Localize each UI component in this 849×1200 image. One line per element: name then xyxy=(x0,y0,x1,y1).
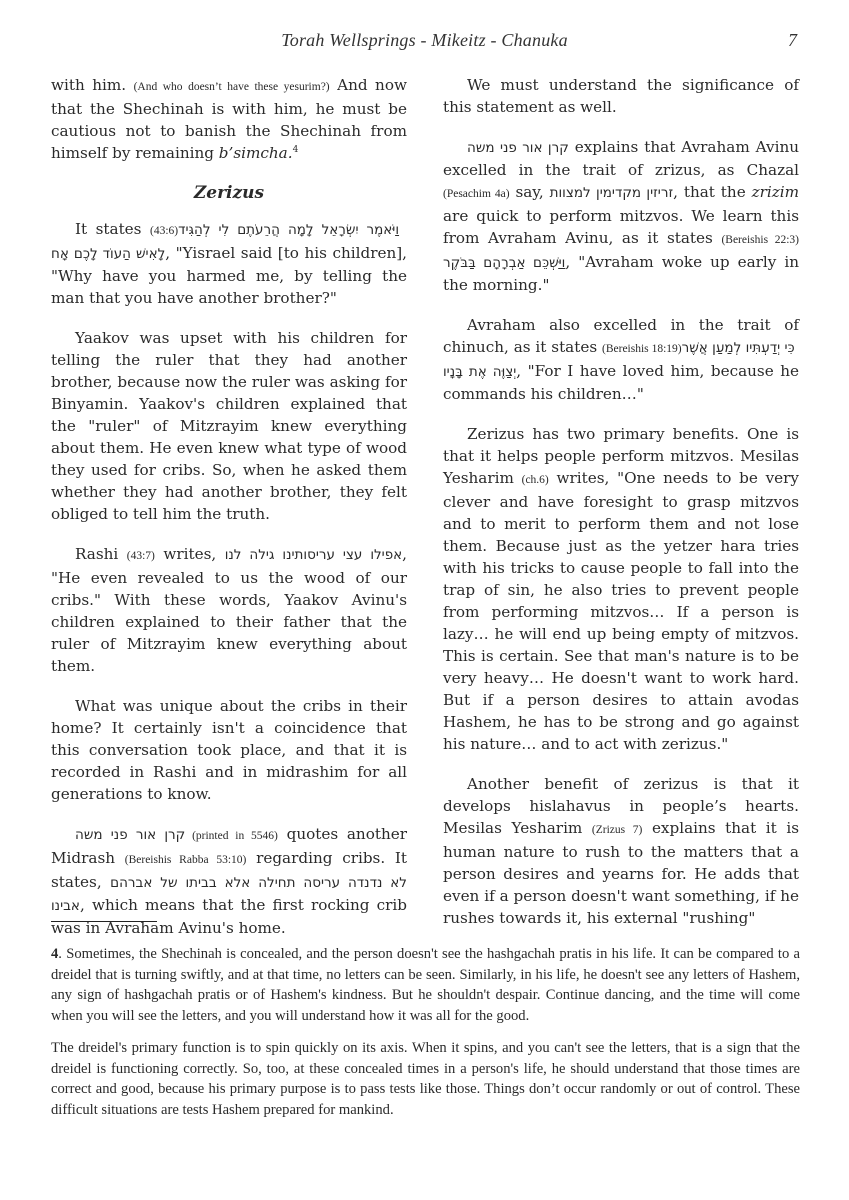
section-heading: Zerizus xyxy=(193,183,265,203)
paragraph xyxy=(51,218,407,309)
footnote-text: . Sometimes, the Shechinah is concealed, and the person doesn't see the hashgachah pratis in his life. It can be compared to a dreidel that is turning swiftly, and at that time, no letters can be seen. Similarly, in his life, he doesn't see any letters of Hashem, any sign of hashgachah pratis or of Hashem's kindness. But he shouldn't despair. Continue dancing, and the time will come when you will see the letters, and you will understand how it was all for the good. xyxy=(51,946,800,1024)
source-citation: (43:7) xyxy=(126,550,155,562)
hebrew-source-name: קרן אור פני משה xyxy=(75,827,186,843)
right-column xyxy=(443,74,799,947)
footnote-reference[interactable]: 4 xyxy=(292,144,299,155)
hebrew-quote: וַיֹּאמֶר יִשְׂרָאֵל לָמָה הֲרֵעֹתֶם לִי לְהַגִּיד לָאִישׁ הַעוֹד לָכֶם אָח xyxy=(51,222,407,262)
running-header xyxy=(0,30,849,60)
italic-term: zrizim xyxy=(751,183,799,201)
paragraph: Yaakov was upset with his children for telling the ruler that they had another brother, because now the ruler was asking for Binyamin. Yaakov's children explained that the "ruler" of Mitzrayim knew everything about them. He even knew what type of wood they used for cribs. So, when he asked them whether they had another brother, they felt obliged to tell him the truth. xyxy=(51,329,407,523)
footnote-number: 4 xyxy=(51,946,59,962)
running-header-title: Torah Wellsprings - Mikeitz - Chanuka xyxy=(281,30,568,50)
hebrew-source-name: קרן אור פני משה xyxy=(467,140,569,156)
hebrew-quote: אפילו עצי עריסותינו גילה לנו xyxy=(224,547,403,563)
footnote xyxy=(51,944,800,1026)
text: are quick to perform mitzvos. We learn this from Avraham Avinu, as it states xyxy=(443,207,799,247)
footnotes xyxy=(51,944,800,1132)
text: explains that it is human nature to rush to the matters that a person desires and yearns for. He adds that even if a person doesn't want something, if he rushes towards it, his external "rushing" xyxy=(443,819,799,927)
text: quotes another Midrash xyxy=(51,825,407,867)
text: Rashi xyxy=(75,545,127,563)
paragraph xyxy=(443,136,799,296)
source-citation: (Bereishis 18:19) xyxy=(602,343,682,355)
hebrew-quote: כִּי יְדַעְתִּיו לְמַעַן אֲשֶׁר יְצַוֶּה אֶת בָּנָיו xyxy=(443,340,800,380)
text: regarding cribs. It states, xyxy=(51,849,407,891)
text: It states xyxy=(75,220,150,238)
text: , which means that the first rocking crib was in Avraham Avinu's home. xyxy=(51,896,407,937)
source-citation: (Zrizus 7) xyxy=(591,824,643,836)
text: writes, "One needs to be very clever and have foresight to grasp mitzvos and to merit to perform them and not lose them. Because just as the yetzer hara tries with his tricks to cause people to fall into the trap of sin, he also tries to prevent people from performing mitzvos… If a person is lazy… he will end up being empty of mitzvos. This is certain. See that man's nature is to be very heavy… He doesn't want to work hard. But if a person desires to attain avodas Hashem, he has to be strong and go against his nature… and to act with zerizus." xyxy=(443,469,800,753)
text: say, xyxy=(509,183,550,201)
hebrew-quote: וַיַּשְׁכֵּם אַבְרָהָם בַּבֹּקֶר xyxy=(443,255,566,271)
text: , that the xyxy=(673,183,752,201)
source-citation: (printed in 5546) xyxy=(185,830,278,842)
text: writes, xyxy=(154,545,225,563)
hebrew-quote: לא נדנדה עריסה תחילה אלא בביתו של אברהם אבינו xyxy=(51,875,407,914)
italic-term: b’simcha. xyxy=(218,144,293,162)
paragraph xyxy=(443,314,799,405)
source-citation: (ch.6) xyxy=(521,474,549,486)
paragraph xyxy=(443,423,799,755)
source-citation: (43:6) xyxy=(150,225,179,237)
paragraph: What was unique about the cribs in their home? It certainly isn't a coincidence that this conversation took place, and that it is recorded in Rashi and in midrashim for all generations to know. xyxy=(51,697,407,803)
source-citation: (Pesachim 4a) xyxy=(443,188,510,200)
text: Another benefit of zerizus is that it develops hislahavus in people’s hearts. Mesilas Yesharim xyxy=(443,775,799,837)
footnote-divider xyxy=(51,921,157,922)
paragraph xyxy=(51,543,407,677)
text: Avraham also excelled in the trait of chinuch, as it states xyxy=(443,316,799,356)
text: , "He even revealed to us the wood of our cribs." With these words, Yaakov Avinu's children explained to their father that the ruler of Mitzrayim knew everything about them. xyxy=(51,545,407,675)
paragraph: We must understand the significance of this statement as well. xyxy=(443,76,799,116)
source-citation: (Bereishis 22:3) xyxy=(721,234,800,246)
text: , "Avraham woke up early in the morning." xyxy=(443,253,799,294)
text: , "Yisrael said [to his children], "Why have you harmed me, by telling the man that you have another brother?" xyxy=(51,244,407,307)
text: with him. xyxy=(51,76,134,94)
parenthetical: (And who doesn’t have these yesurim?) xyxy=(133,81,330,93)
text: , "For I have loved him, because he commands his children…" xyxy=(443,362,799,403)
text: Zerizus has two primary benefits. One is that it helps people perform mitzvos. Mesilas Yesharim xyxy=(443,425,799,487)
text: And now that the Shechinah is with him, he must be cautious not to banish the Shechinah from himself by remaining xyxy=(51,76,407,162)
text: explains that Avraham Avinu excelled in the trait of zrizus, as Chazal xyxy=(443,138,800,179)
source-citation: (Bereishis Rabba 53:10) xyxy=(124,854,247,866)
footnote-continuation: The dreidel's primary function is to spin quickly on its axis. When it spins, and you can't see the letters, that is a sign that the dreidel is functioning correctly. So, too, at these concealed times in a person's life, he should understand that those times are correct and good, because his primary purpose is to pass tests like those. Things don’t occur randomly or out of control. These difficult situations are tests Hashem prepared for mankind. xyxy=(51,1040,800,1118)
paragraph xyxy=(443,773,799,929)
paragraph xyxy=(51,74,407,164)
hebrew-quote: זריזין מקדימין למצוות xyxy=(549,185,674,201)
left-column xyxy=(51,74,407,957)
page-number: 7 xyxy=(788,30,797,50)
